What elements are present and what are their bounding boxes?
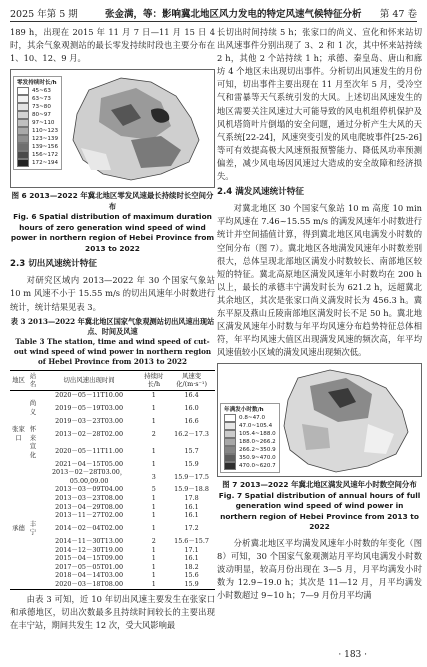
table-3-caption	[10, 317, 215, 368]
table-cell: 15.6－15.7	[174, 536, 209, 545]
paragraph: 189 h，出现在 2015 年 11 月 7 日—11 月 15 日 4 时，其余气象观测站的最长零发持续时段也主要分布在 1、10、12、9 月。	[10, 27, 215, 64]
table-cell: 2015－04－15T09.00	[55, 554, 124, 563]
table-cell	[10, 494, 27, 503]
legend-title: 年满发小时数/h	[224, 407, 264, 414]
legend-label: 63~73	[32, 96, 51, 103]
table-3	[10, 370, 215, 590]
table-cell: 15.9－18.8	[174, 485, 209, 494]
table-cell	[27, 537, 39, 546]
legend-item	[17, 119, 58, 127]
table-cell	[10, 399, 27, 416]
paragraph: 对冀北地区 30 个国家气象站 10 m 高度 10 min 平均风速在 7.46~15.55 m/s 的满发风速年小时数进行统计并空间插值计算，得到冀北地区风电满发小时数的空间分布（图 7）。冀北地区各地满发风速年小时数差别很大，总体呈现北部地区满发小时数较长、南部地区较短的特征。冀北高原地区满发风速年小时数均在 200 h 以上，最长的承德丰宁满发时长为 621.2 h，远超冀北其余地区，其次是张家口尚义满发时长为 456.3 h。冀东平原及燕山丘陵南部地区满发时长不足 50 h。冀北地区满发风速年小时数与年平均风速分布趋势特征总体相符，年平均风速大值区出现满发风速的频次高，年平均风速值较小区域的满发风速出现频次低。	[217, 203, 422, 358]
table-cell: 2	[151, 536, 156, 545]
table-cell: 承德	[12, 524, 25, 533]
table-cell: 18.2	[184, 562, 199, 571]
legend-swatch	[17, 127, 29, 135]
table-row	[10, 390, 215, 399]
header-rule	[10, 21, 417, 22]
legend-title: 零发持续时长/h	[17, 80, 57, 87]
table-cell: 2017－05－05T01.00	[55, 562, 124, 571]
table-caption-en: Table 3 The station, time and wind speed of cut-out wind speed of wind power in northern region of Hebei Province from 2013 to 2022	[13, 337, 212, 367]
table-cell: 2013－03－09T04.00	[55, 485, 124, 494]
legend-swatch	[224, 422, 236, 430]
legend-label: 110~123	[32, 128, 59, 135]
legend-label: 123~139	[32, 136, 59, 143]
caption-cn: 图 6 2013—2022 年冀北地区零发风速最长持续时长空间分布	[11, 191, 214, 211]
table-cell: 15.7	[184, 446, 199, 455]
table-cell: 1	[151, 511, 156, 520]
table-cell: 1	[151, 545, 156, 554]
table-cell: 1	[151, 524, 156, 533]
table-row	[10, 546, 215, 555]
legend-swatch	[224, 430, 236, 438]
table-cell	[27, 546, 39, 555]
table-row	[10, 537, 215, 546]
table-cell	[10, 460, 27, 469]
table-row	[10, 425, 215, 442]
legend-swatch	[224, 438, 236, 446]
running-title: 张金满，等：影响冀北地区风力发电的特定风速气候特征分析	[105, 9, 362, 20]
table-cell: 16.1	[184, 554, 199, 563]
table-cell: 15.9	[184, 459, 199, 468]
paragraph: 长切出时间持续 5 h；张家口的尚义、宣化和怀来站切出风速事件分别出现了 3、2 和 1 次，其中怀来站持续 2 h，其他 2 个站持续 1 h；承德、秦皇岛、唐山和廊坊 4 个地区未出现切出事件。分析切出风速发生的月份可知，切出事件主要出现在 11 月至次年 5 月，受冷空气和雷暴等天气系统引发的大风。上述切出风速发生的地区需要关注风速过大可能导致的风电机组停机保护及风机塔筒叶片倒塌的安全问题，通过分析产生大风的天气系统[22-24]，风速突变引发的风电爬坡事件[25-26] 等可有效提高极大风速预报预警能力、降低风功率预测偏差，减少风电场因风速过大造成的安全故障和经济损失。	[217, 27, 422, 182]
legend-item	[224, 454, 276, 462]
left-column	[10, 26, 215, 632]
table-cell: 1	[151, 562, 156, 571]
table-cell: 2020－05－11T10.00	[55, 390, 124, 399]
table-cell	[10, 571, 27, 580]
table-cell	[27, 571, 39, 580]
legend-swatch	[17, 103, 29, 111]
legend-label: 188.0~266.2	[239, 439, 276, 446]
table-cell: 2020－03－18T08.00	[39, 580, 140, 589]
legend-label: 266.2~350.9	[239, 447, 276, 454]
table-header-cell: 持续时长/h	[139, 370, 168, 390]
table-cell: 16.6	[184, 416, 199, 425]
table-cell: 16.1	[184, 511, 199, 520]
table-row	[10, 417, 215, 426]
table-row	[10, 580, 215, 589]
legend-label: 139~156	[32, 144, 59, 151]
legend-swatch	[224, 462, 236, 470]
legend-item	[17, 87, 58, 95]
table-cell: 2013－04－29T08.00	[55, 502, 124, 511]
table-cell	[10, 503, 27, 512]
table-row	[10, 571, 215, 580]
legend-label: 47.0~105.4	[239, 423, 273, 430]
legend-item	[17, 127, 58, 135]
table-cell: 2	[151, 429, 156, 438]
table-cell: 1	[151, 390, 156, 399]
table-cell	[10, 554, 27, 563]
table-cell: 16.1	[184, 502, 199, 511]
table-cell	[27, 485, 39, 494]
table-cell: 1	[151, 571, 156, 580]
legend-item	[17, 135, 58, 143]
table-row	[10, 520, 215, 537]
legend-label: 45~63	[32, 88, 51, 95]
caption-en: Fig. 7 Spatial distribution of annual hours of full generation wind speed of wind power in northern region of Hebei Province from 2013 to 2022	[218, 490, 421, 532]
table-cell: 1	[151, 459, 156, 468]
table-cell: 16.0	[184, 403, 199, 412]
page-number: · 183 ·	[338, 650, 367, 660]
legend-swatch	[17, 135, 29, 143]
legend-item	[17, 159, 58, 167]
table-row	[10, 503, 215, 512]
legend-swatch	[224, 446, 236, 454]
legend-swatch	[17, 111, 29, 119]
running-header	[10, 6, 417, 22]
table-row	[10, 468, 215, 485]
table-cell: 2013－11－27T02.00	[55, 511, 124, 520]
table-cell: 2018－04－14T03.00	[55, 571, 124, 580]
legend-item	[17, 143, 58, 151]
table-cell: 2014－12－30T19.00	[55, 545, 124, 554]
legend-swatch	[17, 95, 29, 103]
table-cell	[10, 442, 27, 459]
table-row	[10, 460, 215, 469]
table-cell: 2014－02－04T02.00	[55, 524, 124, 533]
table-cell: 尚义	[29, 399, 37, 417]
table-cell: 1	[151, 446, 156, 455]
right-column	[217, 26, 422, 602]
legend-label: 80~97	[32, 112, 51, 119]
legend-swatch	[17, 151, 29, 159]
table-cell: 怀来	[29, 425, 37, 442]
table-cell: 1	[151, 416, 156, 425]
figure-6-legend	[13, 76, 62, 170]
table-cell: 16.2－17.3	[174, 429, 209, 438]
table-cell	[27, 468, 39, 485]
table-row	[10, 563, 215, 572]
table-row	[10, 554, 215, 563]
table-cell: 17.8	[184, 493, 199, 502]
table-cell	[10, 546, 27, 555]
legend-item	[17, 103, 58, 111]
legend-swatch	[224, 454, 236, 462]
table-cell: 1	[151, 554, 156, 563]
table-cell: 2019－05－19T03.00	[55, 403, 124, 412]
legend-item	[224, 446, 276, 454]
legend-label: 156~172	[32, 152, 59, 159]
caption-cn: 图 7 2013—2022 年冀北地区满发风速年小时数空间分布	[222, 480, 417, 490]
legend-item	[224, 414, 276, 422]
figure-7-caption	[217, 480, 422, 533]
table-cell	[27, 554, 39, 563]
table-cell: 2013－02－28T03.00，05.00,09.00	[51, 468, 127, 485]
legend-label: 97~110	[32, 120, 55, 127]
legend-item	[224, 430, 276, 438]
table-cell: 3	[151, 472, 156, 481]
legend-item	[224, 438, 276, 446]
table-row	[10, 511, 215, 520]
legend-item	[17, 151, 58, 159]
table-cell	[10, 390, 27, 399]
table-cell	[27, 511, 39, 520]
table-row	[10, 442, 215, 459]
figure-6-map	[10, 69, 215, 188]
table-cell: 2014－11－30T13.00	[55, 536, 124, 545]
table-cell: 2021－04－15T05.00	[55, 459, 124, 468]
table-cell	[10, 511, 27, 520]
section-2-3-heading: 2.3 切出风速统计特征	[10, 259, 97, 270]
figure-7-map	[217, 363, 422, 477]
table-row	[10, 399, 215, 416]
table-cell	[27, 563, 39, 572]
legend-label: 0.8~47.0	[239, 415, 266, 422]
legend-swatch	[17, 143, 29, 151]
legend-item	[17, 95, 58, 103]
table-cell	[27, 503, 39, 512]
table-cell: 宣化	[29, 442, 37, 460]
table-cell: 17.1	[184, 545, 199, 554]
legend-label: 350.9~470.0	[239, 455, 276, 462]
legend-item	[224, 462, 276, 470]
legend-swatch	[224, 414, 236, 422]
issue-label: 2025 年第 5 期	[10, 9, 78, 20]
table-cell	[10, 537, 27, 546]
table-cell	[10, 563, 27, 572]
table-cell: 1	[151, 403, 156, 412]
table-cell	[27, 460, 39, 469]
table-cell: 丰宁	[29, 519, 37, 537]
legend-label: 470.0~620.7	[239, 463, 276, 470]
table-cell: 17.2	[184, 524, 199, 533]
table-cell: 15.9	[168, 580, 215, 589]
legend-swatch	[17, 119, 29, 127]
table-cell: 15.9－17.5	[174, 472, 209, 481]
table-cell: 5	[151, 485, 156, 494]
table-cell: 16.4	[184, 390, 199, 399]
table-cell: 1	[151, 493, 156, 502]
table-header-cell: 切出风速出现时间	[39, 370, 140, 390]
table-header-cell: 地区	[10, 370, 27, 390]
section-2-4-heading: 2.4 满发风速统计特征	[217, 187, 304, 198]
table-cell: 1	[151, 502, 156, 511]
table-cell	[10, 580, 27, 589]
table-cell: 15.6	[184, 571, 199, 580]
caption-en: Fig. 6 Spatial distribution of maximum duration hours of zero generation wind speed of wind power in northern region of Hebei Province from 2013 to 2022	[10, 212, 215, 253]
table-cell: 2020－05－11T11.00	[55, 446, 124, 455]
legend-label: 105.4~188.0	[239, 431, 276, 438]
table-cell	[27, 417, 39, 426]
figure-6-caption	[10, 191, 215, 254]
paragraph: 对研究区域内 2013—2022 年 30 个国家气象站 10 m 风速不小于 15.55 m/s 的切出风速年小时数进行统计，统计结果见表 3。	[10, 275, 215, 312]
volume-label: 第 47 卷	[379, 9, 417, 20]
table-cell	[27, 580, 39, 589]
table-cell: 张家口	[12, 425, 25, 442]
table-cell	[10, 485, 27, 494]
table-cell: 2013－03－23T08.00	[55, 493, 124, 502]
table-cell: 2019－03－23T03.00	[55, 416, 124, 425]
figure-7-legend	[220, 403, 280, 473]
table-cell	[10, 468, 27, 485]
table-row	[10, 494, 215, 503]
legend-item	[17, 111, 58, 119]
table-cell: 1	[139, 580, 168, 589]
table-cell: 2013－02－28T02.00	[55, 429, 124, 438]
paragraph: 由表 3 可知，近 10 年切出风速主要发生在张家口和承德地区，切出次数最多且持续时间较长的主要出现在丰宁站，期间共发生 12 次，受大风影响最	[10, 593, 215, 630]
table-header-cell: 风速变化/(m·s⁻¹)	[168, 370, 215, 390]
table-cell	[27, 494, 39, 503]
legend-item	[224, 422, 276, 430]
paragraph: 分析冀北地区平均满发风速年小时数的年变化（图 8）可知，30 个国家气象观测站月平均风电满发小时数波动明显，较高月份出现在 3—5 月，月平均满发小时数为 12.9~19.0 h；其次是 11—12 月，月平均满发小时数超过 9~10 h；7—9 月份月平均满	[217, 537, 422, 601]
legend-label: 172~194	[32, 160, 59, 167]
table-row	[10, 485, 215, 494]
legend-swatch	[17, 87, 29, 95]
legend-swatch	[17, 159, 29, 167]
table-header-cell: 站名	[27, 370, 39, 390]
legend-label: 73~80	[32, 104, 51, 111]
table-caption-cn: 表 3 2013—2022 年冀北地区国家气象观测站切出风速出现站点、时间及风速	[10, 316, 215, 336]
table-cell	[10, 417, 27, 426]
